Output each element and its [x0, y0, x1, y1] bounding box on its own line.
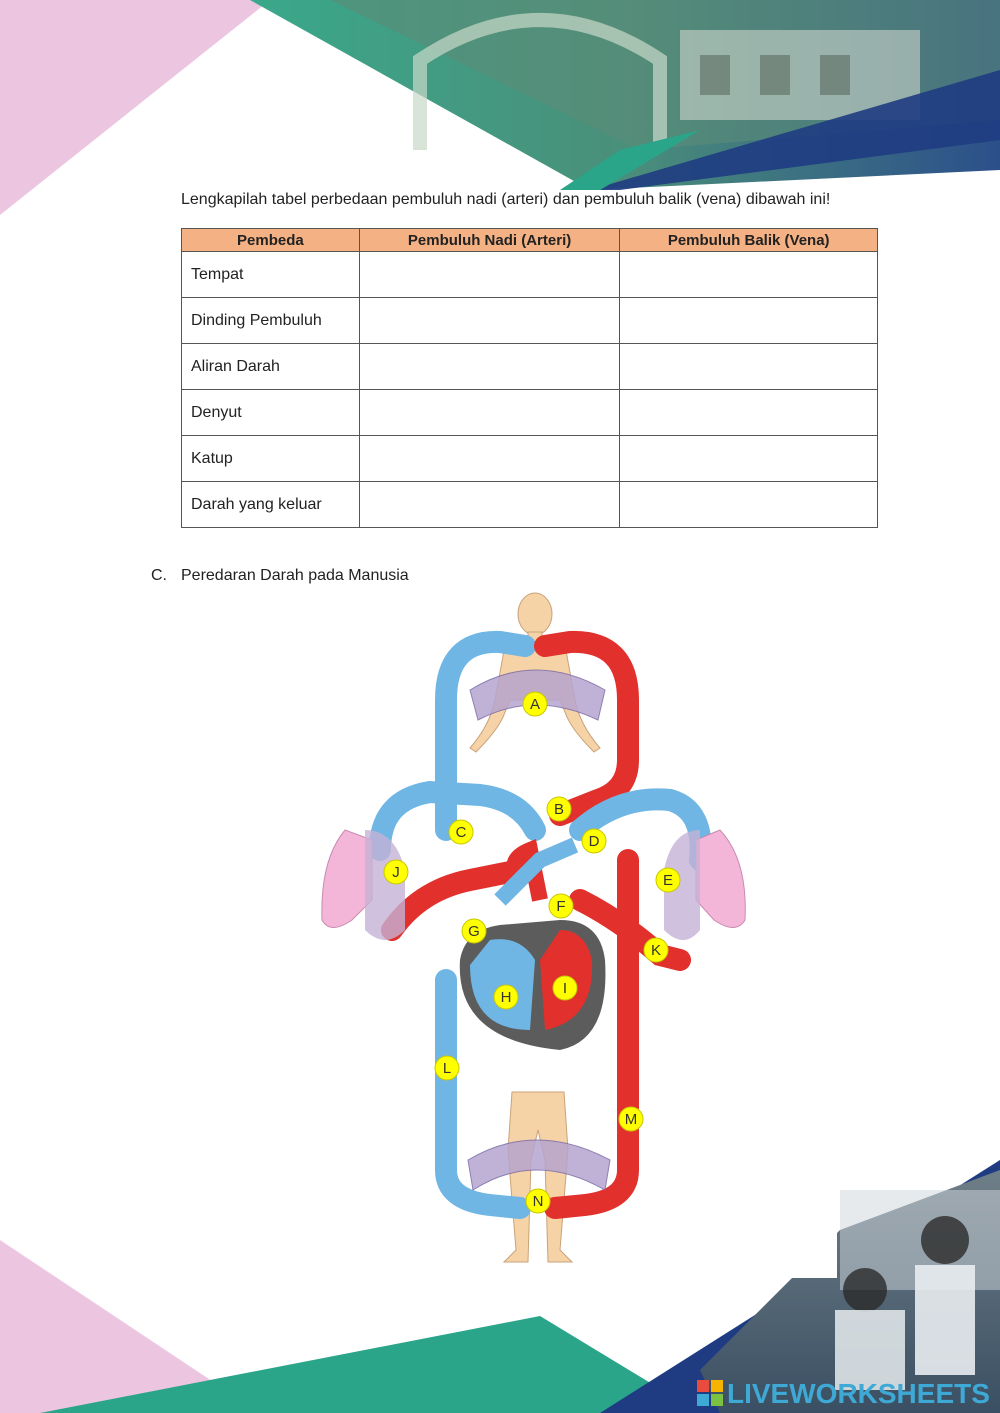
label-F[interactable] — [549, 894, 573, 918]
header-vena: Pembuluh Balik (Vena) — [620, 229, 878, 252]
label-A[interactable] — [523, 692, 547, 716]
svg-text:I: I — [562, 980, 568, 997]
svg-text:H: H — [500, 989, 512, 1006]
label-G[interactable] — [462, 919, 486, 943]
svg-text:C: C — [455, 824, 467, 841]
svg-text:K: K — [650, 942, 662, 959]
label-E[interactable] — [656, 868, 680, 892]
label-B[interactable] — [547, 797, 571, 821]
section-title: Peredaran Darah pada Manusia — [181, 567, 409, 584]
header-pembeda: Pembeda — [182, 229, 360, 252]
svg-text:J: J — [392, 864, 400, 881]
instruction-text: Lengkapilah tabel perbedaan pembuluh nadi (arteri) dan pembuluh balik (vena) dibawah ini! — [181, 191, 831, 208]
label-K[interactable] — [644, 938, 668, 962]
section-number: C. — [151, 567, 167, 584]
label-N[interactable] — [526, 1189, 550, 1213]
svg-text:L: L — [442, 1060, 452, 1077]
svg-text:F: F — [556, 898, 566, 915]
svg-text:D: D — [588, 833, 600, 850]
label-C[interactable] — [449, 820, 473, 844]
header-arteri: Pembuluh Nadi (Arteri) — [359, 229, 620, 252]
row-label-darah-keluar: Darah yang keluar — [182, 482, 360, 528]
svg-text:G: G — [468, 923, 480, 940]
svg-text:B: B — [553, 801, 565, 818]
svg-text:E: E — [662, 872, 674, 889]
row-label-katup: Katup — [182, 436, 360, 482]
svg-text:N: N — [532, 1193, 544, 1210]
row-label-tempat: Tempat — [182, 252, 360, 298]
row-label-aliran: Aliran Darah — [182, 344, 360, 390]
row-label-denyut: Denyut — [182, 390, 360, 436]
brand-wordmark: LIVEWORKSHEETS — [727, 1378, 990, 1409]
row-label-dinding: Dinding Pembuluh — [182, 298, 360, 344]
label-L[interactable] — [435, 1056, 459, 1080]
svg-text:M: M — [624, 1111, 638, 1128]
label-H[interactable] — [494, 985, 518, 1009]
svg-text:A: A — [529, 696, 541, 713]
liveworksheets-logo-icon — [697, 1380, 723, 1406]
label-D[interactable] — [582, 829, 606, 853]
label-M[interactable] — [619, 1107, 643, 1131]
label-I[interactable] — [553, 976, 577, 1000]
label-J[interactable] — [384, 860, 408, 884]
